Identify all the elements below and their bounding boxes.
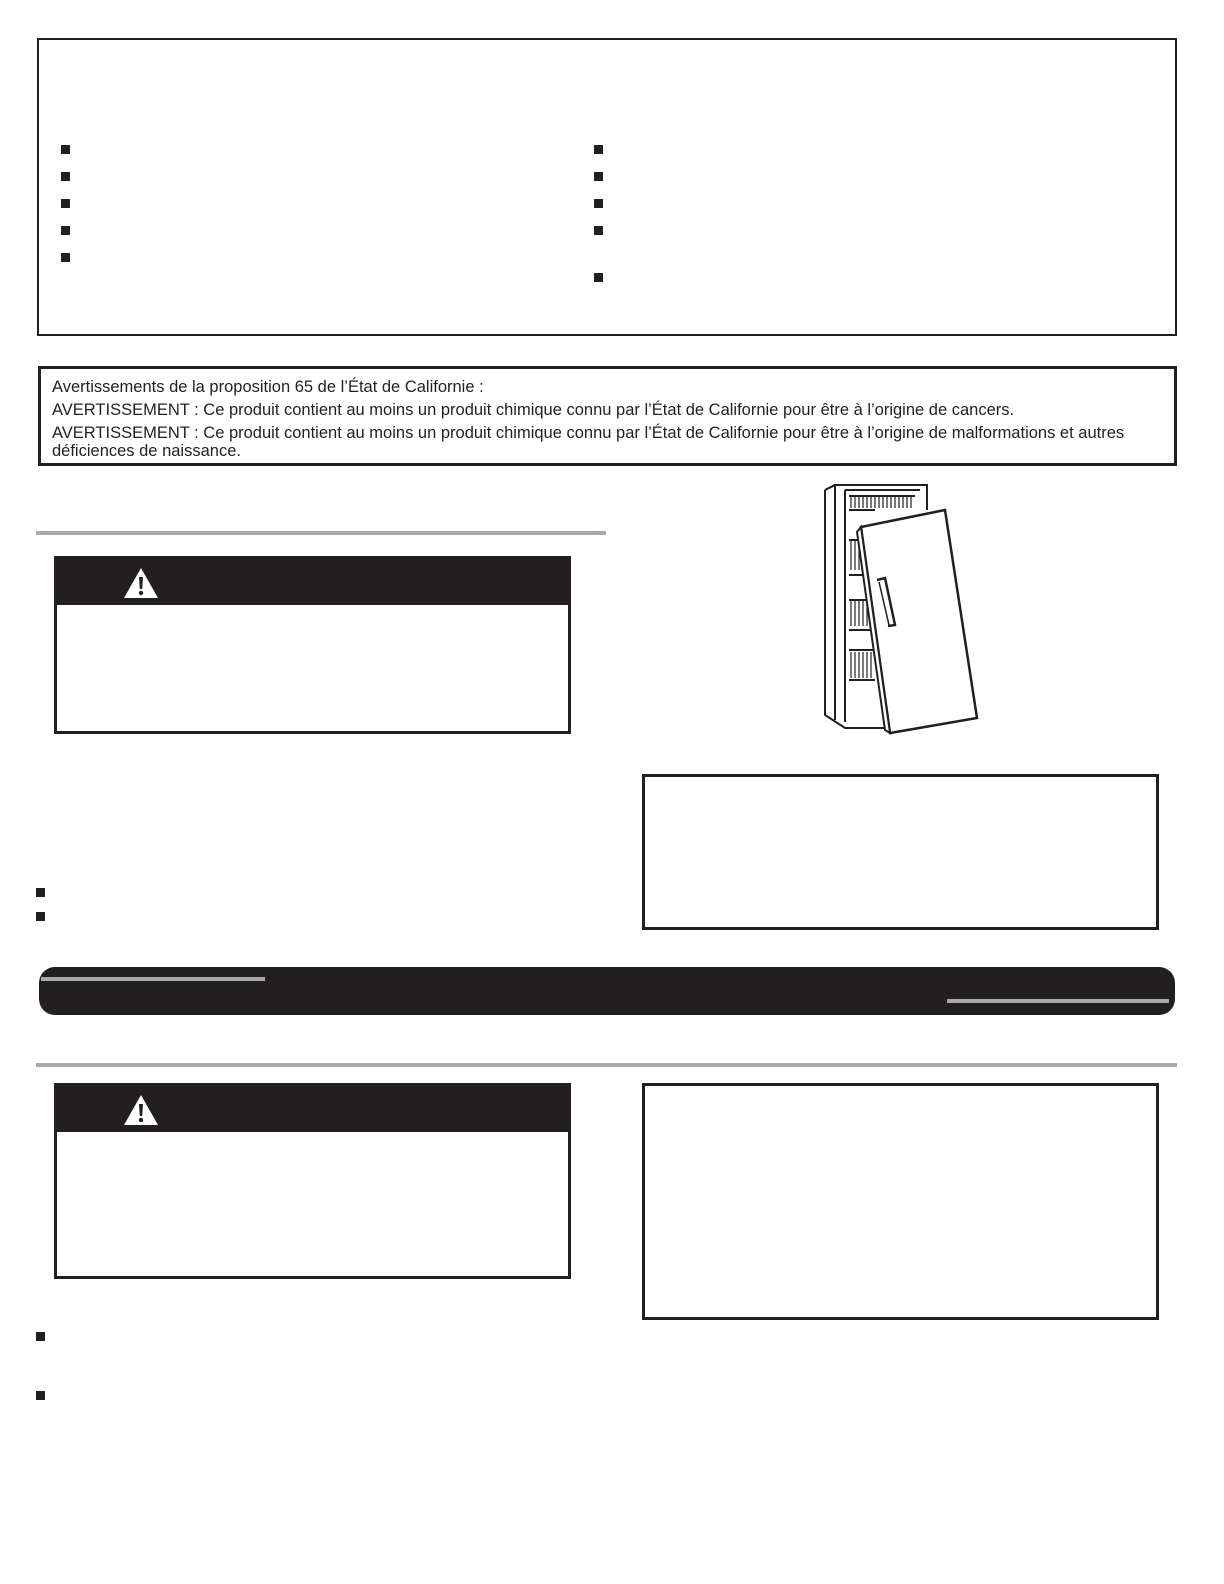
bullet-right-5 (594, 273, 603, 282)
prop65-warning-cancer: AVERTISSEMENT : Ce produit contient au moins un produit chimique connu par l’État de Californie pour être à l’origine de cancers. (52, 400, 1015, 419)
section-banner (39, 967, 1175, 1015)
section-rule-left (36, 531, 606, 535)
bullet-left-5 (61, 253, 70, 262)
bullet-section1-2 (36, 912, 45, 921)
warning-triangle-icon (123, 1094, 159, 1126)
bullet-right-4 (594, 226, 603, 235)
bullet-left-1 (61, 145, 70, 154)
prop65-heading: Avertissements de la proposition 65 de l’État de Californie : (52, 378, 484, 396)
bullet-left-2 (61, 172, 70, 181)
top-checklist-box (37, 38, 1177, 336)
prop65-warning-box (38, 366, 1177, 466)
bullet-right-1 (594, 145, 603, 154)
bullet-section1-1 (36, 888, 45, 897)
bullet-section2-2 (36, 1391, 45, 1400)
upright-freezer-open-door-illustration (815, 480, 985, 740)
warning-header-bar-2 (57, 1086, 568, 1132)
bullet-left-3 (61, 199, 70, 208)
warning-box-2 (54, 1083, 571, 1279)
note-box-1 (642, 774, 1159, 930)
warning-triangle-icon (123, 567, 159, 599)
bullet-section2-1 (36, 1332, 45, 1341)
note-box-2 (642, 1083, 1159, 1320)
banner-rule-right (947, 999, 1169, 1003)
warning-header-bar (57, 559, 568, 605)
bullet-right-3 (594, 199, 603, 208)
warning-box-1 (54, 556, 571, 734)
bullet-right-2 (594, 172, 603, 181)
section-rule-full (36, 1063, 1177, 1067)
bullet-left-4 (61, 226, 70, 235)
prop65-warning-birth-defects: AVERTISSEMENT : Ce produit contient au moins un produit chimique connu par l’État de Californie pour être à l’origine de malformations et autres déficiences de naissance. (52, 424, 1125, 460)
banner-rule-left (41, 977, 265, 981)
